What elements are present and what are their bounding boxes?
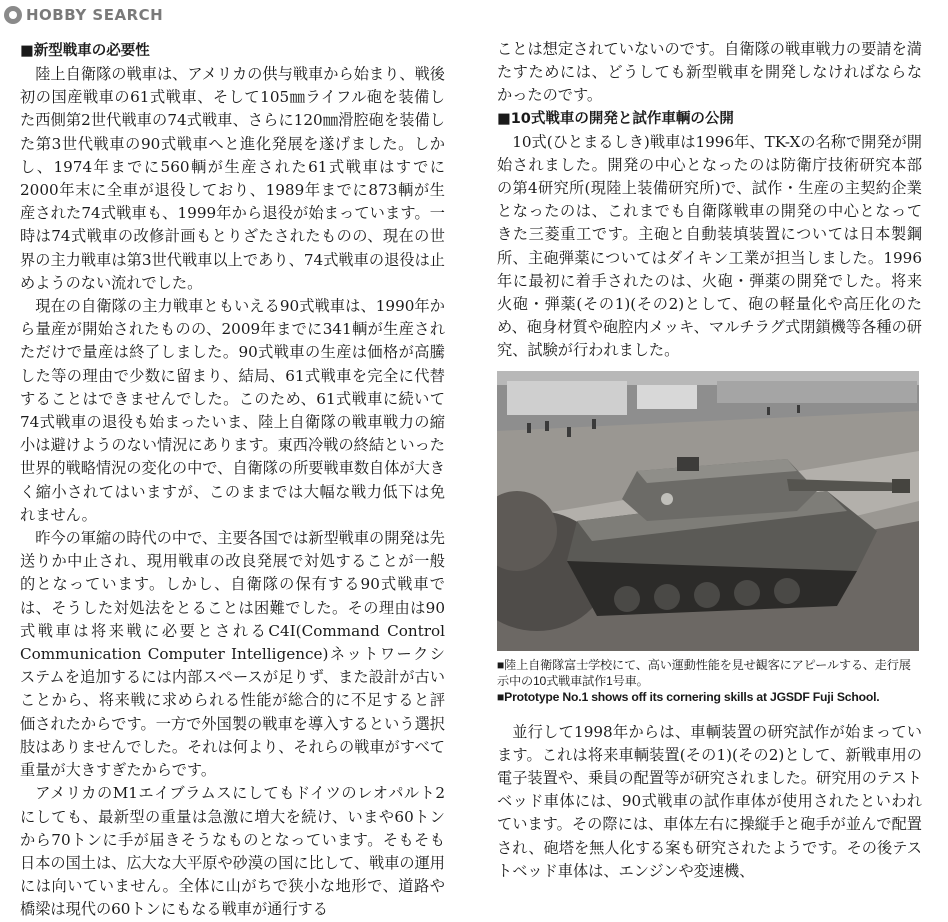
site-logo[interactable] (4, 4, 163, 26)
paragraph-continuation: ことは想定されていないのです。自衛隊の戦車戦力の要請を満たすためには、どうしても新型戦車を開発しなければならなかったのです。 (497, 40, 922, 105)
paragraph: 並行して1998年からは、車輌装置の研究試作が始まっています。これは将来車輌装置(その1)(その2)として、新戦車用の電子装置や、乗員の配置等が研究されました。研究用のテストベッド車体には、90式戦車の試作車体が使用されたといわれています。その際には、車体左右に操縦手と砲手が並んで配置され、砲塔を無人化する案も研究されたようです。その後テストベッド車体は、エンジンや変速機、 (497, 722, 922, 880)
logo-mark-icon (4, 6, 22, 24)
section-heading-necessity: ■新型戦車の必要性 (20, 43, 150, 59)
paragraph: 10式(ひとまるしき)戦車は1996年、TK-Xの名称で開発が開始されました。開発の中心となったのは防衛庁技術研究本部の第4研究所(現陸上装備研究所)で、試作・生産の主契約企業となったのは、これまでも自衛隊戦車の開発の中心となってきた三菱重工です。主砲と自動装填装置については日本製鋼所、主砲弾薬についてはダイキン工業が担当しました。1996年に最初に着手されたのは、火砲・弾薬の開発でした。将来火砲・弾薬(その1)(その2)として、砲の軽量化や高圧化のため、砲身材質や砲腔内メッキ、マルチラグ式閉鎖機等各種の研究、試験が行われました。 (497, 132, 922, 360)
paragraph: 陸上自衛隊の戦車は、アメリカの供与戦車から始まり、戦後初の国産戦車の61式戦車、そして105㎜ライフル砲を装備した西側第2世代戦車の74式戦車、さらに120㎜滑腔砲を装備した第3世代戦車の90式戦車へと進化発展を遂げました。しかし、1974年までに560輌が生産された61式戦車はすでに2000年末に全車が退役しており、1989年までに873輌が生産された74式戦車も、1999年から退役が始まっています。一時は74式戦車の改修計画もとりざたされたものの、現在の世界の主力戦車は第3世代戦車以上であり、74式戦車の退役は止めようのない流れでした。 (20, 65, 445, 292)
paragraph: アメリカのM1エイブラムスにしてもドイツのレオパルト2にしても、最新型の重量は急激に増大を続け、いまや60トンから70トンに手が届きそうなものとなっています。そもそも日本の国土は、広大な大平原や砂漠の国に比して、戦車の運用には向いていません。全体に山がちで狭小な地形で、道路や橋梁は現代の60トンにもなる戦車が通行する (20, 784, 445, 919)
left-column (20, 40, 445, 922)
site-logo-text: HOBBY SEARCH (26, 6, 164, 24)
photo-caption-en: ■Prototype No.1 shows off its cornering skills at JGSDF Fuji School. (497, 689, 880, 704)
right-column (497, 38, 922, 883)
photo-caption-jp: ■陸上自衛隊富士学校にて、高い運動性能を見せ観客にアピールする、走行展示中の10式戦車試作1号車。 (497, 657, 911, 688)
section-heading-development: ■10式戦車の開発と試作車輌の公開 (497, 110, 734, 127)
paragraph: 昨今の軍縮の時代の中で、主要各国では新型戦車の開発は先送りか中止され、現用戦車の改良発展で対処することが一般的となっています。しかし、自衛隊の保有する90式戦車では、そうした対処法をとることは困難でした。その理由は90式戦車は将来戦に必要とされるC4I(Command Control Communication Computer Intelligence)ネットワークシステムを追加するには内部スペースが足りず、また設計が古いことから、将来戦に求められる性能が総合的に不足すると評価されたからです。一方で外国製の戦車を導入するという選択肢はありませんでした。それは何より、それらの戦車がすべて重量が大きすぎたからです。 (20, 529, 445, 780)
tank-photo (497, 371, 919, 651)
tank-photo-icon (497, 371, 919, 651)
paragraph: 現在の自衛隊の主力戦車ともいえる90式戦車は、1990年から量産が開始されたものの、2009年までに341輌が生産されただけで量産は終了しました。90式戦車の生産は価格が高騰した等の理由で少数に留まり、結局、61式戦車を完全に代替することはできませんでした。このため、61式戦車に続いて74式戦車の退役も始まったいま、陸上自衛隊の戦車戦力の縮小は避けようのない情況にあります。東西冷戦の終結といった世界的戦略情況の変化の中で、自衛隊の所要戦車数自体が大きく縮小されてはいますが、このままでは大幅な戦力低下は免れません。 (20, 297, 445, 524)
